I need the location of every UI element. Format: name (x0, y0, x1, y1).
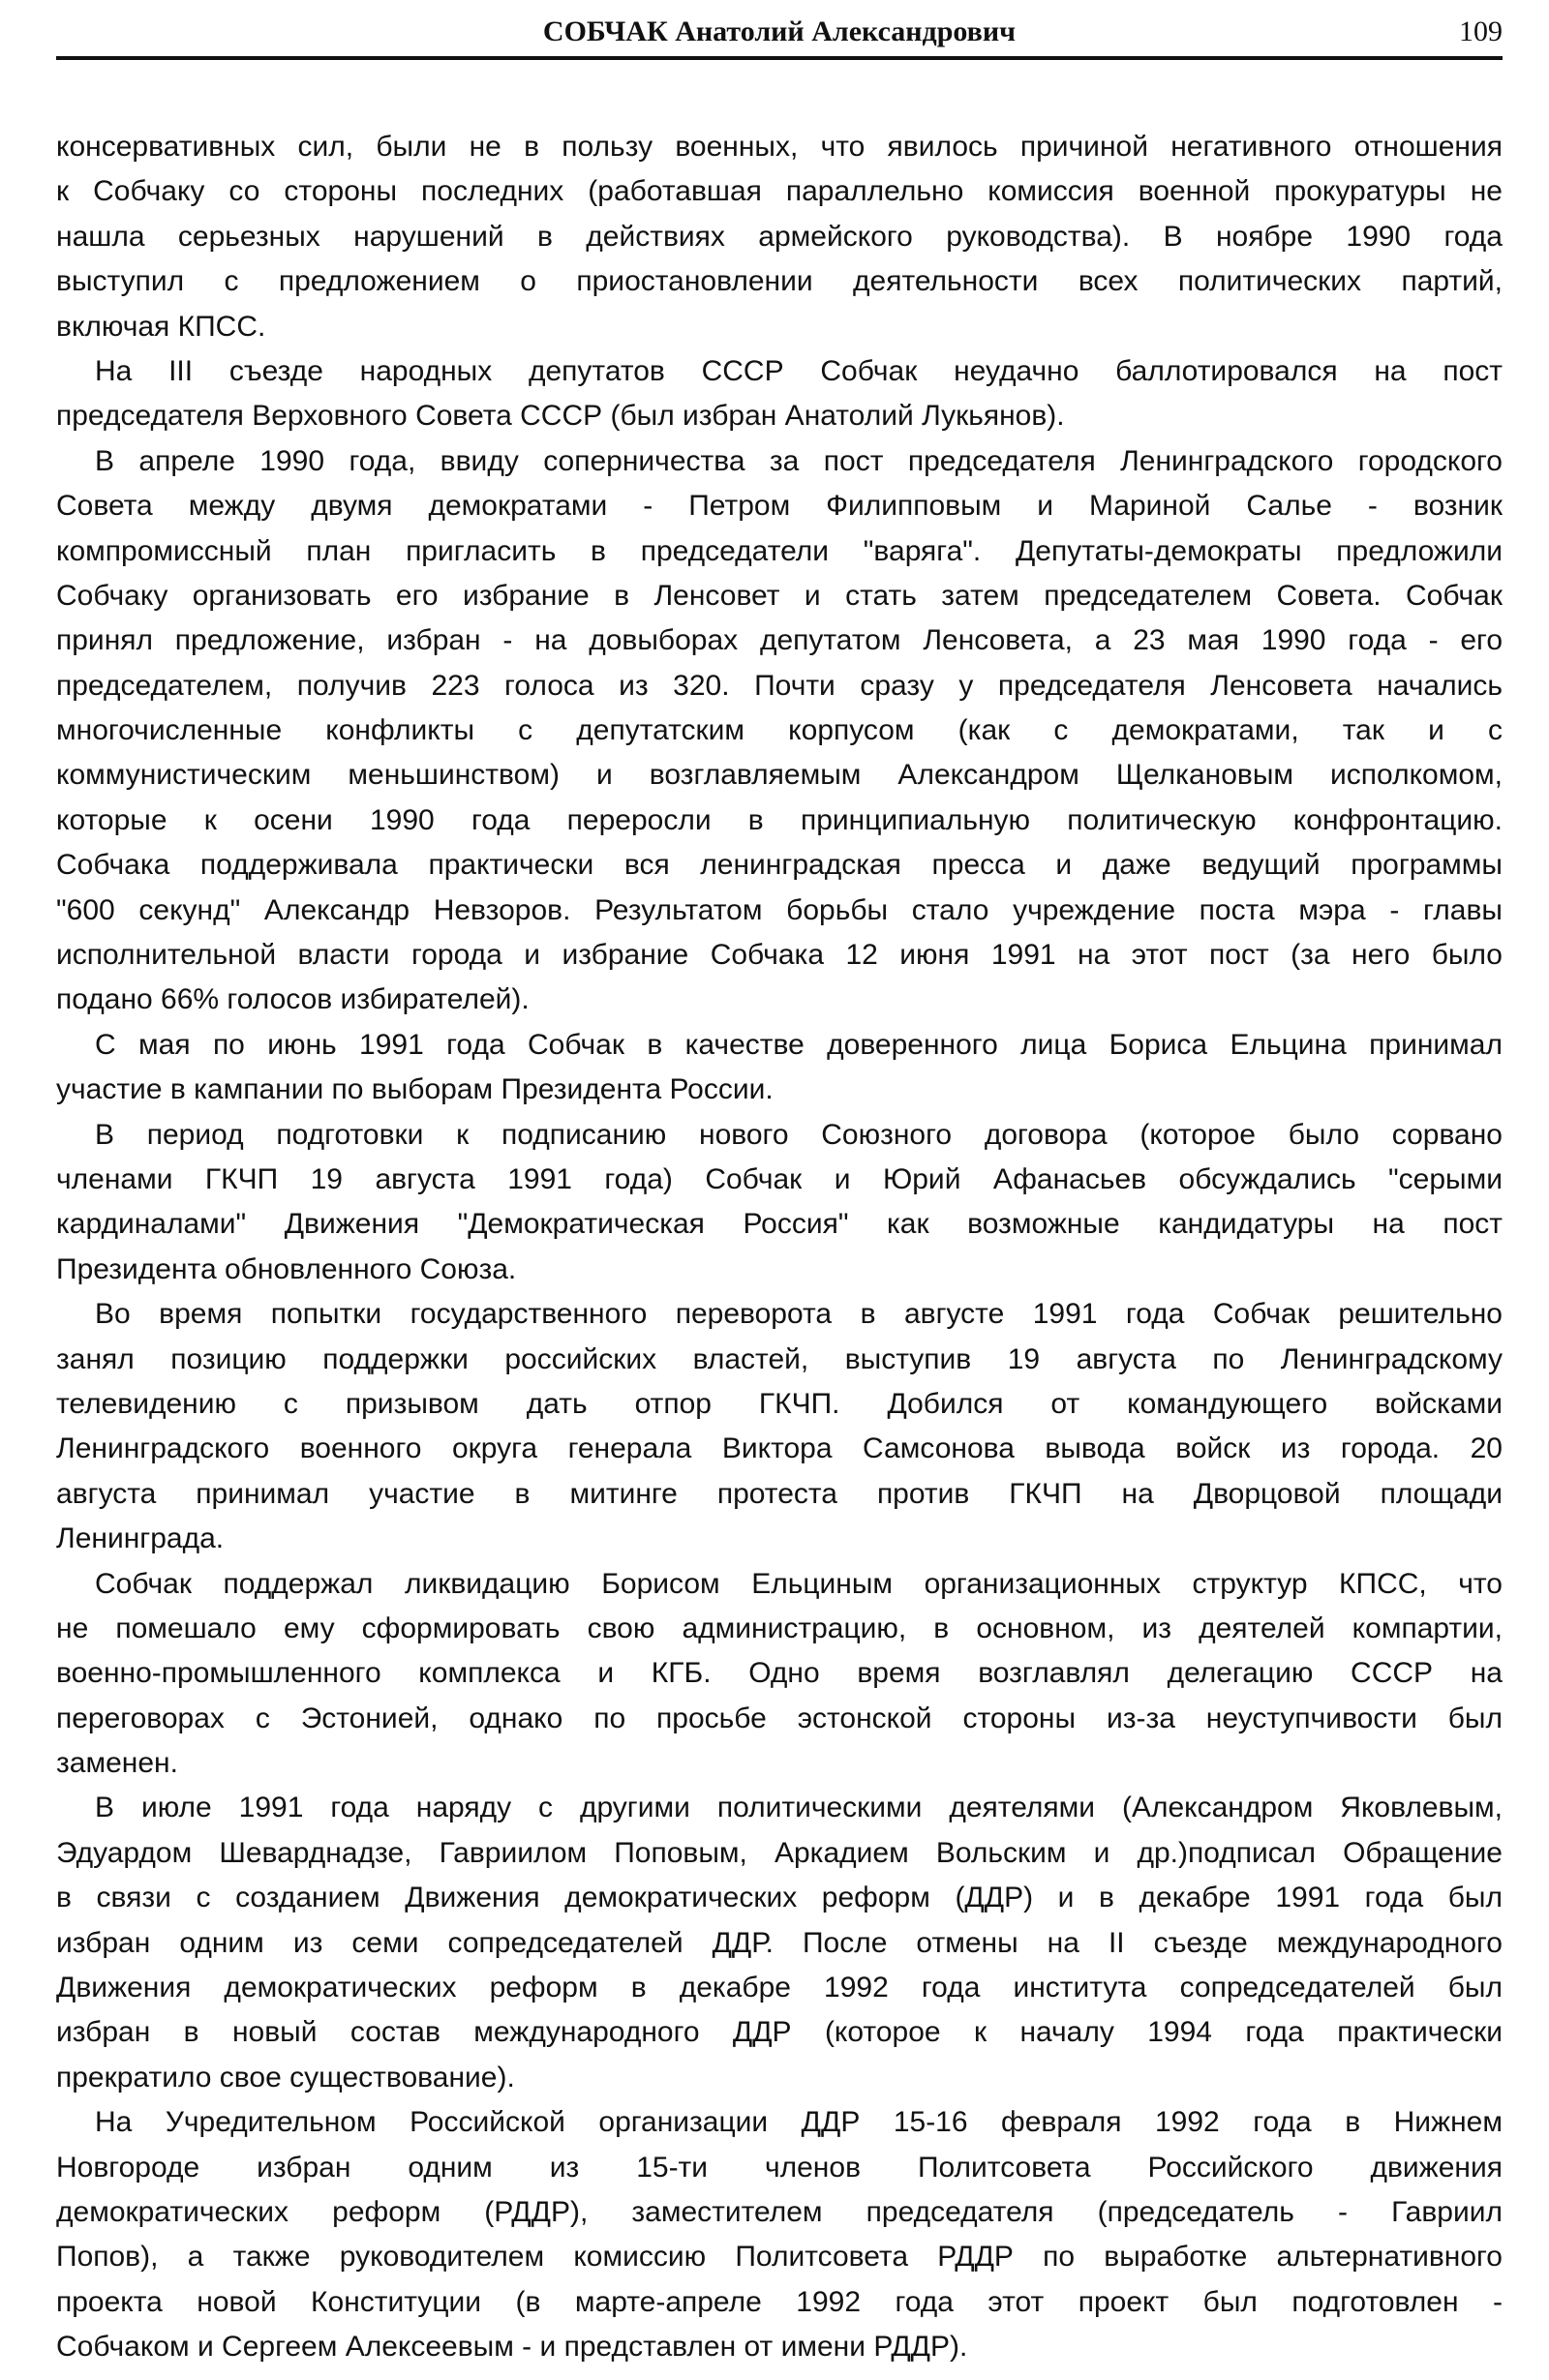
page-number: 109 (1459, 15, 1503, 47)
text-line: Собчаком и Сергеем Алексеевым - и представлен от имени РДДР). (56, 2331, 968, 2364)
document-body (56, 125, 1503, 2370)
paragraph (56, 1023, 1503, 1113)
text-line: военно-промышленного комплекса и КГБ. Одно время возглавлял делегацию СССР на (56, 1657, 1503, 1690)
text-line: В период подготовки к подписанию нового Союзного договора (которое было сорвано (95, 1118, 1503, 1151)
text-line: исполнительной власти города и избрание Собчака 12 июня 1991 на этот пост (за него было (56, 939, 1503, 972)
text-line: которые к осени 1990 года переросли в принципиальную политическую конфронтацию. (56, 803, 1503, 836)
text-line: председателем, получив 223 голоса из 320. Почти сразу у председателя Ленсовета начались (56, 669, 1503, 702)
text-line: занял позицию поддержки российских властей, выступив 19 августа по Ленинградскому (56, 1342, 1503, 1375)
text-line: Новгороде избран одним из 15-ти членов Политсовета Российского движения (56, 2151, 1503, 2184)
text-line: С мая по июнь 1991 года Собчак в качестве доверенного лица Бориса Ельцина принимал (95, 1028, 1503, 1061)
text-line: Собчака поддерживала практически вся ленинградская пресса и даже ведущий программы (56, 849, 1503, 882)
text-line: На III съезде народных депутатов СССР Собчак неудачно баллотировался на пост (95, 354, 1503, 387)
running-header (56, 14, 1503, 60)
text-line: демократических реформ (РДДР), заместителем председателя (председатель - Гавриил (56, 2195, 1503, 2228)
text-line: Ленинграда. (56, 1522, 225, 1555)
text-line: телевидению с призывом дать отпор ГКЧП. Добился от командующего войсками (56, 1387, 1503, 1420)
text-line: проекта новой Конституции (в марте-апреле 1992 года этот проект был подготовлен - (56, 2285, 1503, 2318)
paragraph (56, 1786, 1503, 2100)
text-line: нашла серьезных нарушений в действиях армейского руководства). В ноябре 1990 года (56, 220, 1503, 253)
paragraph (56, 349, 1503, 439)
text-line: В апреле 1990 года, ввиду соперничества за пост председателя Ленинградского городского (95, 444, 1503, 477)
text-line: включая КПСС. (56, 310, 266, 343)
paragraph (56, 1113, 1503, 1293)
text-line: Ленинградского военного округа генерала Виктора Самсонова вывода войск из города. 20 (56, 1432, 1503, 1465)
text-line: выступил с предложением о приостановлении деятельности всех политических партий, (56, 265, 1503, 298)
text-line: Движения демократических реформ в декабре 1992 года института сопредседателей был (56, 1972, 1503, 2004)
text-line: коммунистическим меньшинством) и возглавляемым Александром Щелкановым исполкомом, (56, 759, 1503, 792)
text-line: избран одним из семи сопредседателей ДДР. После отмены на II съезде международного (56, 1926, 1503, 1959)
text-line: прекратило свое существование). (56, 2061, 515, 2094)
text-line: к Собчаку со стороны последних (работавшая параллельно комиссия военной прокуратуры не (56, 175, 1503, 208)
text-line: Президента обновленного Союза. (56, 1252, 517, 1285)
paragraph (56, 1562, 1503, 1787)
text-line: принял предложение, избран - на довыборах депутатом Ленсовета, а 23 мая 1990 года - его (56, 624, 1503, 657)
text-line: На Учредительном Российской организации ДДР 15-16 февраля 1992 года в Нижнем (95, 2106, 1503, 2139)
text-line: Собчаку организовать его избрание в Ленсовет и стать затем председателем Совета. Собчак (56, 579, 1503, 612)
text-line: многочисленные конфликты с депутатским корпусом (как с демократами, так и с (56, 714, 1503, 747)
header-title: СОБЧАК Анатолий Александрович (542, 15, 1017, 47)
text-line: компромиссный план пригласить в председатели "варяга". Депутаты-демократы предложили (56, 534, 1503, 567)
text-line: участие в кампании по выборам Президента России. (56, 1073, 774, 1106)
text-line: избран в новый состав международного ДДР (которое к началу 1994 года практически (56, 2016, 1503, 2049)
text-line: августа принимал участие в митинге протеста против ГКЧП на Дворцовой площади (56, 1477, 1503, 1510)
paragraph (56, 1292, 1503, 1561)
text-line: В июле 1991 года наряду с другими политическими деятелями (Александром Яковлевым, (95, 1792, 1503, 1824)
paragraph (56, 439, 1503, 1023)
text-line: не помешало ему сформировать свою администрацию, в основном, из деятелей компартии, (56, 1612, 1503, 1644)
paragraph (56, 2100, 1503, 2369)
text-line: заменен. (56, 1747, 178, 1780)
text-line: кардиналами" Движения "Демократическая Россия" как возможные кандидатуры на пост (56, 1208, 1503, 1241)
text-line: консервативных сил, были не в пользу военных, что явилось причиной негативного отношения (56, 131, 1503, 163)
text-line: Собчак поддержал ликвидацию Борисом Ельциным организационных структур КПСС, что (95, 1567, 1503, 1600)
text-line: членами ГКЧП 19 августа 1991 года) Собчак и Юрий Афанасьев обсуждались "серыми (56, 1162, 1503, 1195)
text-line: переговорах с Эстонией, однако по просьбе эстонской стороны из-за неуступчивости был (56, 1702, 1503, 1734)
text-line: в связи с созданием Движения демократических реформ (ДДР) и в декабре 1991 года был (56, 1882, 1503, 1914)
text-line: Во время попытки государственного переворота в августе 1991 года Собчак решительно (95, 1298, 1503, 1331)
text-line: "600 секунд" Александр Невзоров. Результатом борьбы стало учреждение поста мэра - главы (56, 893, 1503, 926)
text-line: Эдуардом Шеварднадзе, Гавриилом Поповым, Аркадием Вольским и др.)подписал Обращение (56, 1836, 1503, 1869)
paragraph (56, 125, 1503, 349)
text-line: председателя Верховного Совета СССР (был избран Анатолий Лукьянов). (56, 400, 1065, 433)
text-line: подано 66% голосов избирателей). (56, 983, 530, 1016)
text-line: Совета между двумя демократами - Петром Филипповым и Мариной Салье - возник (56, 490, 1503, 523)
text-line: Попов), а также руководителем комиссию Политсовета РДДР по выработке альтернативного (56, 2241, 1503, 2274)
